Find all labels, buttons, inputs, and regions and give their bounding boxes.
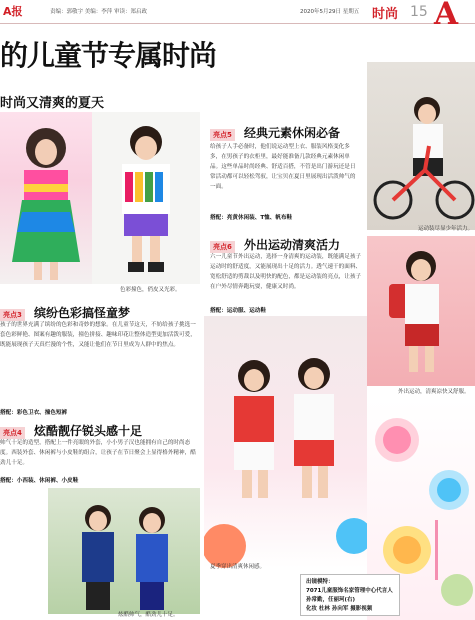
point5-header xyxy=(210,122,340,141)
point6-keyword: 搭配：运动服、运动鞋 xyxy=(210,308,266,314)
issue-date: 2020年5月29日 星期五 xyxy=(300,9,360,15)
girl-rainbow-illustration xyxy=(0,112,92,284)
point5-keyword: 搭配：亮黄休闲装、T恤、帆布鞋 xyxy=(210,215,293,221)
point6-body: 六一儿童节外出运动，选择一身清爽的运动装，既能满足孩子运动时的舒适度，又能展现出十足的活力。透气速干的面料、宽松舒适的剪裁以及明快的配色，都是运动装的亮点，让孩子在户外尽情奔跑玩耍，健康又时尚。 xyxy=(210,254,362,290)
editor-credits: 责编：郭敬宇 美编：李萍 审读：郑启政 xyxy=(50,9,147,15)
caption-sporty: 运动装尽显少年活力。 xyxy=(418,226,474,232)
point6-header xyxy=(210,234,340,253)
boys-suits-illustration xyxy=(48,488,200,614)
caption-cool: 炫酷帅气，酷劲儿十足。 xyxy=(118,612,179,618)
point3-body: 孩子的世界充满了缤纷的色彩和奇妙的想象。在儿童节这天，不妨给孩子挑选一套色彩鲜艳、图案有趣的服装，撞色拼接、趣味印花让整体造型更加活泼可爱，既能展现孩子天真烂漫的个性，又能让他们在节日里成为人群中的焦点。 xyxy=(0,322,196,348)
caption-outdoor: 外出运动，清爽凉快又舒服。 xyxy=(398,389,470,395)
model-info-box xyxy=(300,574,400,616)
point6-tag: 亮点6 xyxy=(210,241,235,253)
boy-bike-illustration xyxy=(367,62,475,230)
section-name: 时尚 xyxy=(372,7,399,22)
point4-header xyxy=(0,420,142,439)
point4-heading: 炫酷靓仔锐头感十足 xyxy=(33,424,142,438)
point6-heading: 外出运动清爽活力 xyxy=(243,238,340,252)
point3-header xyxy=(0,302,130,321)
caption-summer: 夏季穿出清爽休闲感。 xyxy=(210,564,266,570)
photo-boy-colorful xyxy=(92,112,200,284)
point5-body: 给孩子人手必备时，他们说运动型上衣、服装风格变化多多，在男孩子的衣柜里，最好能准备几款经典元素休闲单品。这些单品时尚经典、舒适百搭，不管是出门游玩还是日常活动都可以轻松驾驭，让宝贝在夏日里展现出活泼帅气的一面。 xyxy=(210,144,356,190)
info-line1: 出镜模特： xyxy=(306,579,334,585)
caption-colorful: 色彩撞色，俏皮又光彩。 xyxy=(120,287,181,293)
boy-colorful-illustration xyxy=(92,112,200,284)
photo-boys-suits xyxy=(48,488,200,614)
point5-heading: 经典元素休闲必备 xyxy=(243,126,340,140)
newspaper-logo: A报 xyxy=(3,5,23,18)
point4-tag: 亮点4 xyxy=(0,427,25,439)
page-subtitle: 时尚又清爽的夏天 xyxy=(0,96,105,111)
photo-two-kids-sporty xyxy=(204,316,367,568)
photo-girl-backpack xyxy=(367,236,475,386)
info-line4: 化妆 杜林 孙向军 摄影视频 xyxy=(306,606,373,612)
page-letter: A xyxy=(434,0,459,32)
point3-tag: 亮点3 xyxy=(0,309,25,321)
info-line3: 孙常勤，任丽珂(右) xyxy=(306,597,356,603)
info-line2: 7071儿童服饰名家管理中心代言人 xyxy=(306,588,393,594)
photo-boy-bike xyxy=(367,62,475,230)
girl-backpack-illustration xyxy=(367,236,475,386)
page-title: 的儿童节专属时尚 xyxy=(0,39,217,72)
photo-girl-rainbow xyxy=(0,112,92,284)
page-number: 15 xyxy=(410,4,428,20)
point4-body: 帅气十足的造型，搭配上一件亮眼的外套，小小男子汉也能拥有自己的时尚态度。西装外套、休闲裤与小皮鞋的组合，让孩子在节日聚会上显得格外精神，酷劲儿十足。 xyxy=(0,440,196,466)
point3-heading: 缤纷色彩搞怪童梦 xyxy=(33,306,130,320)
point3-keyword: 搭配：彩色卫衣、撞色短裤 xyxy=(0,410,68,416)
two-kids-illustration xyxy=(204,316,367,568)
point5-tag: 亮点5 xyxy=(210,129,235,141)
point4-keyword: 搭配：小西装、休闲裤、小皮鞋 xyxy=(0,478,79,484)
